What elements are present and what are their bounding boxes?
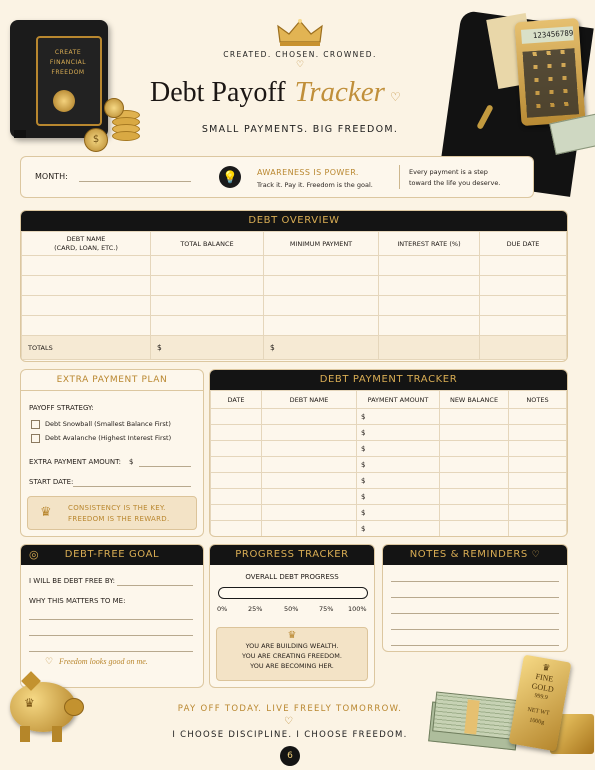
avalanche-label: Debt Avalanche (Highest Interest First) [45, 434, 172, 442]
col-header: DUE DATE [480, 232, 567, 256]
extra-amount-dollar: $ [129, 458, 134, 466]
crown-icon [276, 18, 324, 48]
awareness-sub: Track it. Pay it. Freedom is the goal. [257, 181, 373, 189]
calculator-display: 123456789 [521, 26, 574, 44]
strategy-label: PAYOFF STRATEGY: [29, 404, 94, 412]
page-title-script: Tracker [294, 76, 385, 108]
debt-overview-table [21, 231, 567, 360]
why-field[interactable] [29, 619, 193, 620]
extra-plan-panel [20, 369, 204, 537]
why-label: WHY THIS MATTERS TO ME: [29, 597, 126, 605]
col-header-line1: DEBT NAME [66, 234, 106, 243]
gold-bar-text3: 999.9 [533, 692, 549, 702]
target-icon: ◎ [29, 548, 40, 561]
quote-line1: Every payment is a step [409, 168, 488, 176]
table-row[interactable] [22, 296, 567, 316]
table-row[interactable] [211, 409, 567, 425]
snowball-label: Debt Snowball (Smallest Balance First) [45, 420, 171, 428]
progress-tick: 0% [217, 605, 228, 613]
table-row[interactable] [211, 521, 567, 537]
col-header: PAYMENT AMOUNT [357, 391, 440, 409]
totals-label: TOTALS [22, 336, 151, 360]
col-header: DEBT NAME [262, 391, 357, 409]
debt-overview-panel [20, 210, 568, 362]
payment-tracker-title: DEBT PAYMENT TRACKER [210, 370, 567, 390]
progress-bar [218, 587, 368, 599]
crown-icon: ♛ [287, 630, 297, 641]
col-header: MINIMUM PAYMENT [264, 232, 379, 256]
piggy-bank-illustration [4, 668, 88, 758]
extra-amount-field[interactable] [139, 466, 191, 467]
payment-tracker-table [210, 390, 567, 537]
heart-icon: ♡ [531, 550, 541, 560]
notes-line[interactable] [391, 645, 559, 646]
affirmation-line1: YOU ARE BUILDING WEALTH. [245, 642, 339, 650]
subtitle: SMALL PAYMENTS. BIG FREEDOM. [201, 124, 399, 135]
notes-line[interactable] [391, 613, 559, 614]
progress-tick: 50% [284, 605, 299, 613]
page-title-main: Debt Payoff [150, 77, 286, 108]
gold-bar-text5: 1000g [528, 717, 545, 726]
safe-label: CREATE FINANCIAL FREEDOM [49, 49, 87, 76]
affirmation-line3: YOU ARE BECOMING HER. [250, 662, 334, 670]
affirmation-line2: YOU ARE CREATING FREEDOM. [242, 652, 342, 660]
gold-bar-text1: FINE [534, 671, 554, 684]
quote-line2: FREEDOM IS THE REWARD. [68, 515, 170, 523]
page-number: 6 [280, 746, 300, 766]
col-header: INTEREST RATE (%) [379, 232, 480, 256]
quote-line2: toward the life you deserve. [409, 179, 501, 187]
debt-free-goal-panel [20, 544, 204, 688]
crown-icon: ♛ [24, 696, 35, 710]
tagline: CREATED. CHOSEN. CROWNED. [223, 50, 377, 59]
table-row[interactable] [22, 316, 567, 336]
gold-bar-illustration [510, 654, 595, 764]
why-field[interactable] [29, 651, 193, 652]
footer-line1: PAY OFF TODAY. LIVE FREELY TOMORROW. [177, 704, 403, 714]
table-row[interactable] [22, 276, 567, 296]
col-header: NEW BALANCE [440, 391, 509, 409]
heart-icon: ♡ [389, 90, 401, 104]
total-balance-dollar[interactable]: $ [151, 336, 264, 360]
extra-amount-label: EXTRA PAYMENT AMOUNT: [29, 458, 122, 466]
debt-free-goal-title: DEBT-FREE GOAL [64, 549, 160, 560]
payment-dollar: $ [357, 521, 440, 537]
extra-plan-title: EXTRA PAYMENT PLAN [21, 370, 203, 391]
free-by-label: I WILL BE DEBT FREE BY: [29, 577, 115, 585]
gold-bar-text4: NET WT [526, 706, 550, 717]
payment-dollar: $ [357, 441, 440, 457]
free-by-field[interactable] [117, 585, 193, 586]
heart-icon: ♡ [284, 716, 293, 727]
payment-dollar: $ [357, 425, 440, 441]
safe-dial [53, 90, 75, 112]
heart-icon: ♡ [296, 60, 305, 70]
debt-overview-title: DEBT OVERVIEW [21, 211, 567, 231]
col-header: TOTAL BALANCE [151, 232, 264, 256]
table-row[interactable] [211, 457, 567, 473]
crown-icon: ♛ [541, 661, 552, 674]
crown-icon: ♛ [40, 505, 52, 520]
quote-line1: CONSISTENCY IS THE KEY. [68, 504, 166, 512]
heart-icon: ♡ [45, 657, 54, 667]
why-field[interactable] [29, 635, 193, 636]
start-date-field[interactable] [73, 486, 191, 487]
col-header [22, 232, 151, 256]
table-row[interactable] [211, 441, 567, 457]
payment-dollar: $ [357, 409, 440, 425]
payment-dollar: $ [357, 505, 440, 521]
start-date-label: START DATE: [29, 478, 74, 486]
payment-dollar: $ [357, 489, 440, 505]
table-row[interactable] [211, 505, 567, 521]
notes-line[interactable] [391, 629, 559, 630]
gold-bar-text2: GOLD [530, 681, 555, 695]
affirmation-box [216, 627, 368, 681]
table-row[interactable] [211, 425, 567, 441]
notes-title: NOTES & REMINDERS [409, 549, 528, 560]
totals-row [22, 336, 567, 360]
progress-tick: 100% [348, 605, 367, 613]
awareness-title: AWARENESS IS POWER. [257, 168, 359, 177]
snowball-checkbox[interactable] [31, 420, 40, 429]
notes-header [383, 545, 567, 565]
table-row[interactable] [211, 473, 567, 489]
notes-line[interactable] [391, 597, 559, 598]
page-title [150, 76, 470, 116]
coin [104, 98, 124, 118]
calculator [514, 18, 585, 126]
lightbulb-icon: 💡 [219, 166, 241, 188]
payment-dollar: $ [357, 457, 440, 473]
safe-illustration [10, 20, 108, 144]
footer-line2: I CHOOSE DISCIPLINE. I CHOOSE FREEDOM. [172, 730, 408, 740]
consistency-quote-box [27, 496, 197, 530]
payment-tracker-panel [209, 369, 568, 537]
progress-tick: 75% [319, 605, 334, 613]
month-label: MONTH: [35, 172, 68, 181]
script-note: Freedom looks good on me. [59, 657, 148, 666]
notes-line[interactable] [391, 581, 559, 582]
coin: $ [84, 128, 108, 152]
col-header: DATE [211, 391, 262, 409]
month-bar [20, 156, 534, 198]
progress-panel [209, 544, 375, 688]
table-row[interactable] [22, 256, 567, 276]
notes-panel [382, 544, 568, 652]
debt-free-goal-header [21, 545, 203, 565]
avalanche-checkbox[interactable] [31, 434, 40, 443]
total-minimum-dollar[interactable]: $ [264, 336, 379, 360]
overall-progress-label: OVERALL DEBT PROGRESS [245, 573, 339, 581]
payment-dollar: $ [357, 473, 440, 489]
col-header-line2: (CARD, LOAN, ETC.) [54, 243, 118, 252]
table-row[interactable] [211, 489, 567, 505]
col-header: NOTES [509, 391, 567, 409]
progress-title: PROGRESS TRACKER [210, 545, 374, 565]
month-field[interactable] [79, 181, 191, 182]
progress-tick: 25% [248, 605, 263, 613]
